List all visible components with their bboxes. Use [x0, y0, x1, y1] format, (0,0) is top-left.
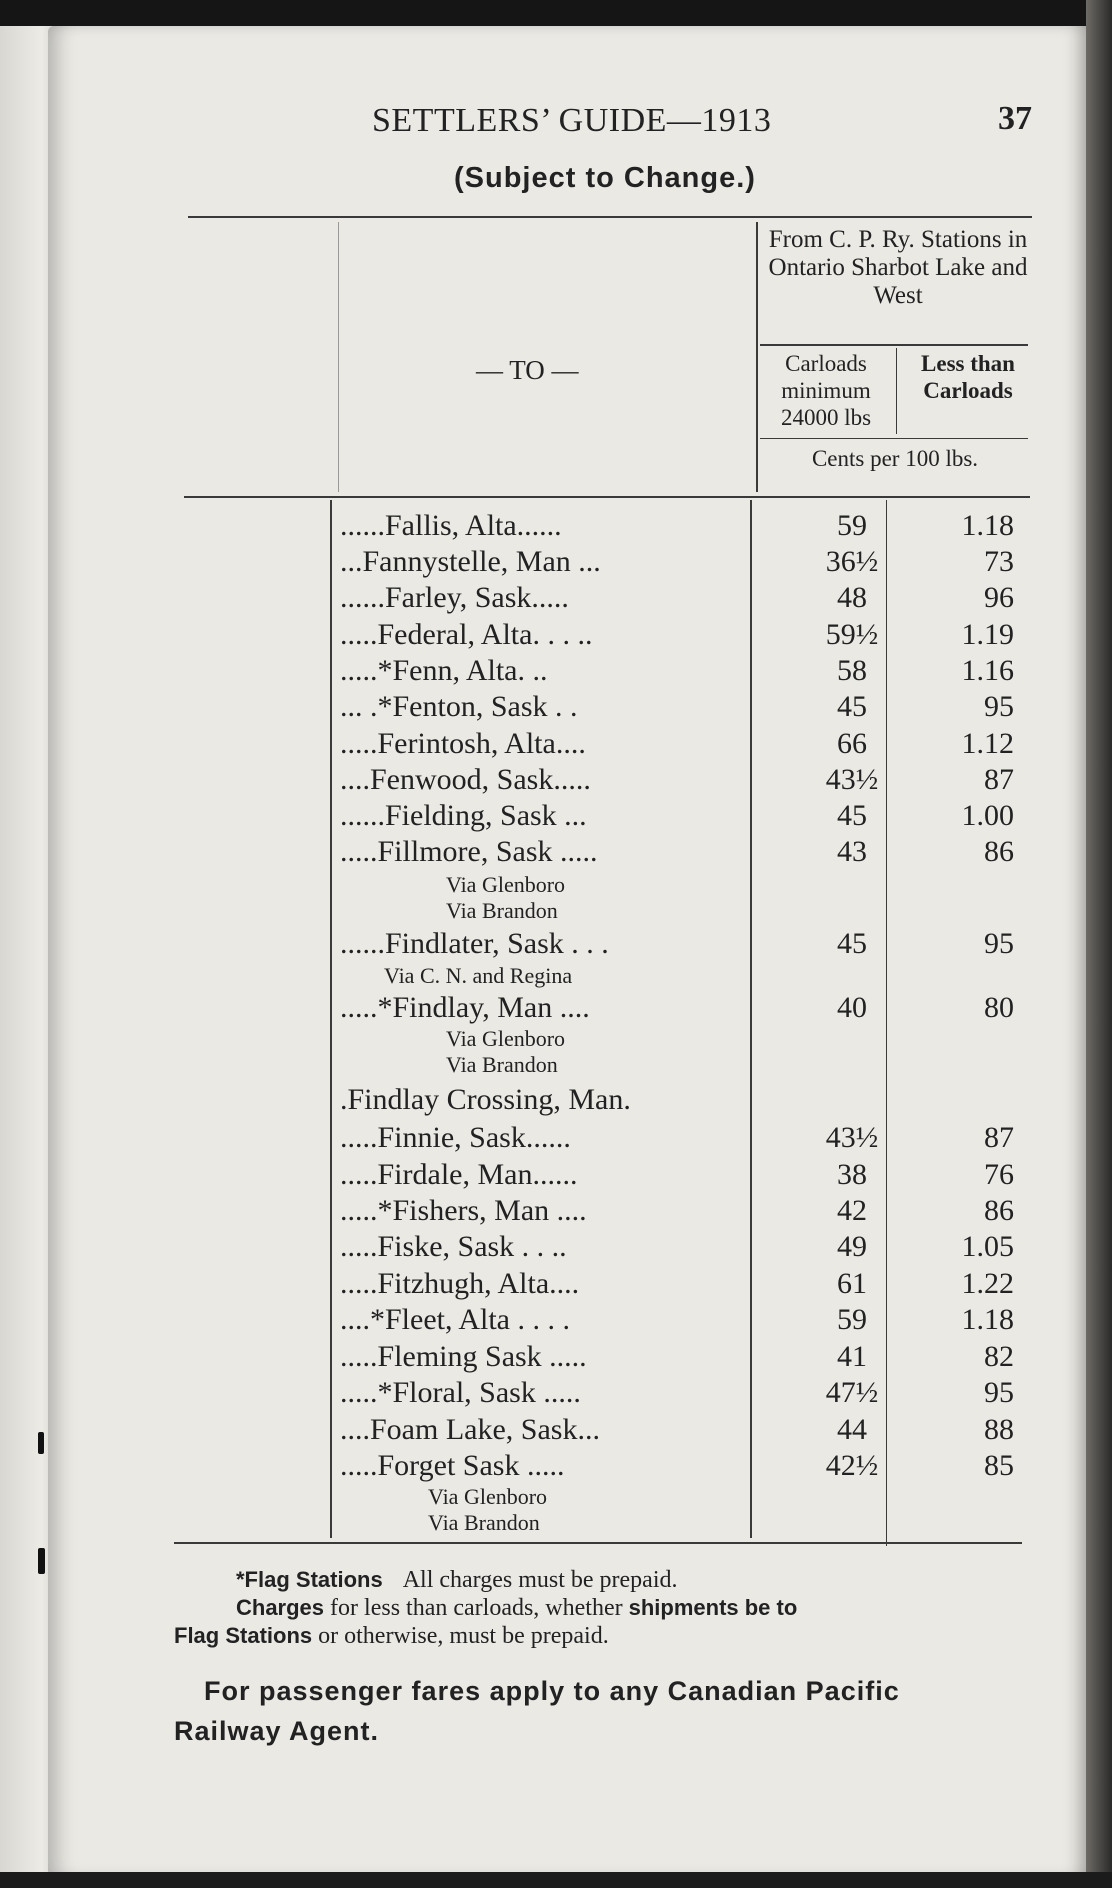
carload-rate: 59½ [825, 618, 879, 651]
carload-rate: 41 [837, 1340, 867, 1373]
carload-rate: 58 [837, 654, 867, 687]
place-fenton: ... .*Fenton, Sask . . [340, 690, 578, 723]
carload-rate: 49 [837, 1230, 867, 1263]
less-carload-rate: 82 [984, 1340, 1014, 1373]
carload-rate: 45 [837, 927, 867, 960]
carload-rate: 45 [837, 799, 867, 832]
place-ferintosh: .....Ferintosh, Alta.... [340, 727, 586, 760]
origin-under-rule [760, 344, 1028, 346]
flag-stations-bold: Flag Stations [174, 1623, 313, 1648]
place-fielding: ......Fielding, Sask ... [340, 799, 587, 832]
less-carload-rate: 1.18 [961, 509, 1014, 542]
less-carload-rate: 1.12 [961, 727, 1014, 760]
less-carload-rate: 1.18 [961, 1303, 1014, 1336]
carload-rate: 42 [837, 1194, 867, 1227]
footnote-text: for less than carloads, whether [330, 1595, 623, 1621]
place-fillmore: .....Fillmore, Sask ..... [340, 835, 598, 868]
less-carload-rate: 1.22 [961, 1267, 1014, 1300]
route-note: Via Glenboro [428, 1484, 548, 1509]
less-carload-rate: 85 [984, 1449, 1014, 1482]
less-carload-rate: 73 [984, 545, 1014, 578]
scan-bottom-border [0, 1872, 1112, 1888]
route-note: Via Glenboro [446, 872, 566, 897]
page-title: SETTLERS’ GUIDE—1913 [372, 102, 772, 139]
carload-rate: 36½ [825, 545, 879, 578]
prepaid-note: All charges must be prepaid. [402, 1567, 678, 1593]
carload-column-left-rule [750, 500, 752, 1538]
route-note: Via Brandon [446, 898, 558, 923]
less-carload-rate: 95 [984, 927, 1014, 960]
header-bottom-rule [184, 496, 1030, 498]
book-edge-shadow [1086, 0, 1112, 1888]
carload-rate: 38 [837, 1158, 867, 1191]
carload-rate: 40 [837, 991, 867, 1024]
carload-rate: 59 [837, 1303, 867, 1336]
spine-mark [38, 1548, 45, 1574]
less-carload-rate: 95 [984, 690, 1014, 723]
place-column-left-rule [330, 500, 332, 1538]
flag-stations-label: *Flag Stations [236, 1567, 383, 1592]
place-fitzhugh: .....Fitzhugh, Alta.... [340, 1267, 580, 1300]
place-findlater: ......Findlater, Sask . . . [340, 927, 609, 960]
route-note: Via Brandon [428, 1510, 540, 1535]
unit-header: Cents per 100 lbs. [811, 446, 979, 471]
less-carload-rate: 86 [984, 835, 1014, 868]
less-carload-rate: 96 [984, 581, 1014, 614]
carload-rate: 47½ [825, 1376, 879, 1409]
column-header-divider [896, 348, 897, 434]
place-finnie: .....Finnie, Sask...... [340, 1121, 571, 1154]
place-findlay: .....*Findlay, Man .... [340, 991, 590, 1024]
column-under-rule [760, 438, 1028, 439]
place-findlay-crossing: .Findlay Crossing, Man. [340, 1083, 631, 1116]
carload-rate: 59 [837, 509, 867, 542]
less-carload-rate: 76 [984, 1158, 1014, 1191]
footnote-line-1 [236, 1566, 678, 1594]
origin-header: From C. P. Ry. Stations in Ontario Sharbot Lake and West [768, 226, 1028, 309]
carload-rate: 43 [837, 835, 867, 868]
passenger-fares-note: For passenger fares apply to any Canadian Pacific [204, 1676, 900, 1706]
less-than-carloads-header: Less than Carloads [921, 351, 1015, 403]
charges-label: Charges [236, 1595, 325, 1620]
route-note: Via Glenboro [446, 1026, 566, 1051]
less-carload-rate: 87 [984, 763, 1014, 796]
footnote-line-3 [174, 1622, 609, 1650]
less-carload-rate: 1.00 [961, 799, 1014, 832]
place-fenwood: ....Fenwood, Sask..... [340, 763, 591, 796]
place-forget: .....Forget Sask ..... [340, 1449, 565, 1482]
less-carload-rate: 80 [984, 991, 1014, 1024]
footnote-text: or otherwise, must be prepaid. [318, 1623, 609, 1649]
page-number: 37 [998, 100, 1032, 137]
scan-top-border [0, 0, 1112, 26]
less-carload-rate: 86 [984, 1194, 1014, 1227]
place-fleet: ....*Fleet, Alta . . . . [340, 1303, 570, 1336]
place-fishers: .....*Fishers, Man .... [340, 1194, 587, 1227]
carload-rate: 45 [837, 690, 867, 723]
carload-rate: 44 [837, 1413, 867, 1446]
carload-rate: 66 [837, 727, 867, 760]
route-note: Via C. N. and Regina [384, 963, 573, 988]
place-fenn: .....*Fenn, Alta. .. [340, 654, 548, 687]
less-carload-rate: 95 [984, 1376, 1014, 1409]
spine-mark [38, 1432, 44, 1454]
carload-rate: 42½ [825, 1449, 879, 1482]
to-column-label: — TO — [476, 355, 579, 385]
place-fallis: ......Fallis, Alta...... [340, 509, 562, 542]
place-fiske: .....Fiske, Sask . . .. [340, 1230, 567, 1263]
less-carload-rate: 1.19 [961, 618, 1014, 651]
less-carload-rate: 87 [984, 1121, 1014, 1154]
place-fleming: .....Fleming Sask ..... [340, 1340, 587, 1373]
carload-rate: 43½ [825, 1121, 879, 1154]
carload-rate: 48 [837, 581, 867, 614]
place-firdale: .....Firdale, Man...... [340, 1158, 578, 1191]
header-left-divider [338, 222, 339, 492]
place-federal: .....Federal, Alta. . . .. [340, 618, 593, 651]
place-floral: .....*Floral, Sask ..... [340, 1376, 581, 1409]
less-carload-rate: 1.05 [961, 1230, 1014, 1263]
place-fannystelle: ...Fannystelle, Man ... [340, 545, 601, 578]
less-carload-rate: 1.16 [961, 654, 1014, 687]
route-note: Via Brandon [446, 1052, 558, 1077]
less-carload-rate: 88 [984, 1413, 1014, 1446]
place-foam-lake: ....Foam Lake, Sask... [340, 1413, 600, 1446]
footnote-line-2 [236, 1594, 797, 1622]
page-subtitle: (Subject to Change.) [454, 162, 756, 194]
carload-rate: 43½ [825, 763, 879, 796]
table-top-rule [188, 216, 1032, 218]
place-farley: ......Farley, Sask..... [340, 581, 569, 614]
carloads-header: Carloads minimum 24000 lbs [780, 351, 872, 430]
passenger-fares-note-cont: Railway Agent. [174, 1716, 380, 1746]
carload-rate: 61 [837, 1267, 867, 1300]
footnote-bold-text: shipments be to [628, 1595, 798, 1620]
table-bottom-rule [174, 1542, 1022, 1544]
